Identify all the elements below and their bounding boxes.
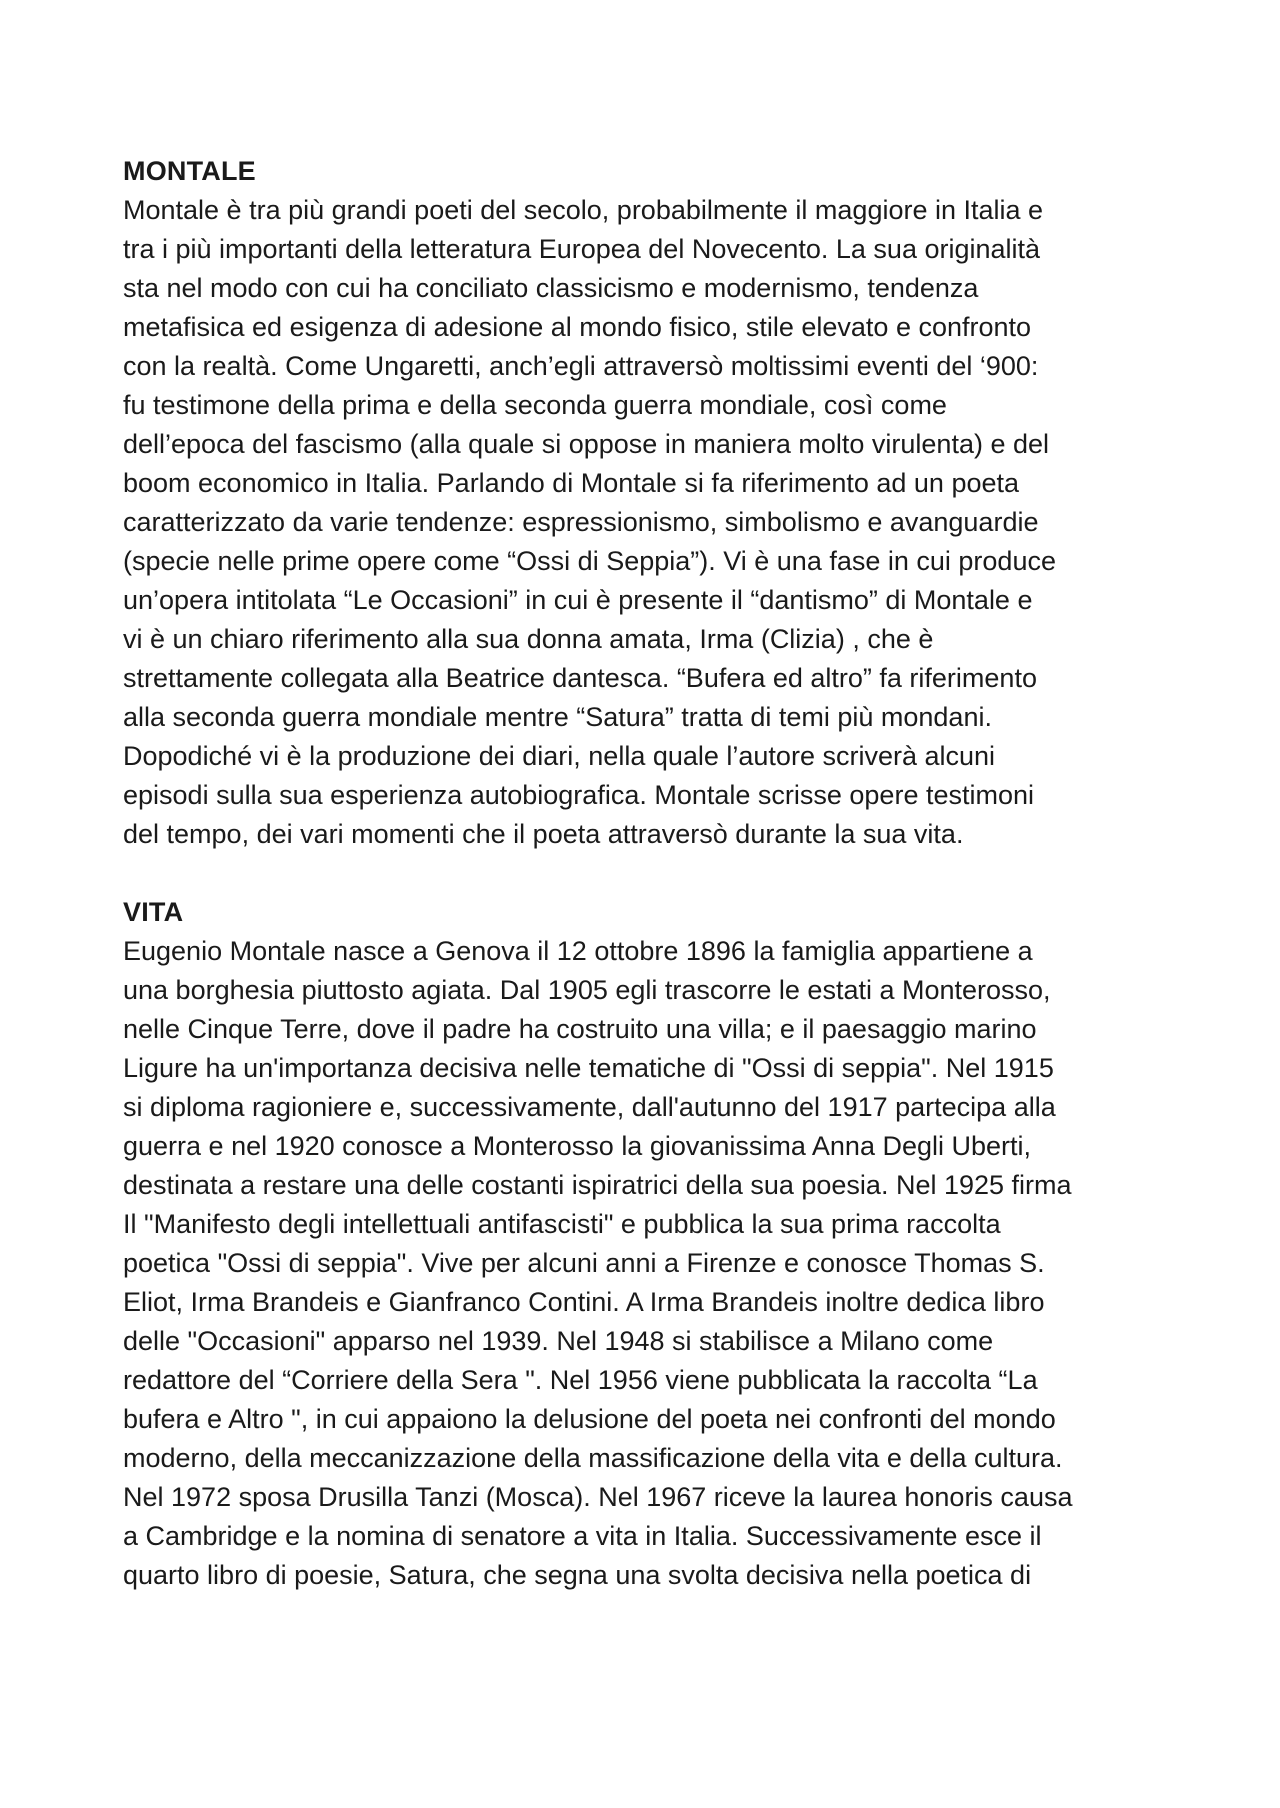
text-line: Dopodiché vi è la produzione dei diari, nella quale l’autore scriverà alcuni — [123, 741, 996, 771]
text-line: Montale è tra più grandi poeti del secolo, probabilmente il maggiore in Italia e — [123, 195, 1044, 225]
text-line: moderno, della meccanizzazione della massificazione della vita e della cultura. — [123, 1443, 1063, 1473]
text-line: caratterizzato da varie tendenze: espressionismo, simbolismo e avanguardie — [123, 507, 1039, 537]
text-line: destinata a restare una delle costanti ispiratrici della sua poesia. Nel 1925 firma — [123, 1170, 1072, 1200]
text-line: guerra e nel 1920 conosce a Monterosso la giovanissima Anna Degli Uberti, — [123, 1131, 1032, 1161]
text-line: dell’epoca del fascismo (alla quale si oppose in maniera molto virulenta) e del — [123, 429, 1050, 459]
section-heading: MONTALE — [123, 156, 256, 186]
text-line: Eliot, Irma Brandeis e Gianfranco Contini. A Irma Brandeis inoltre dedica libro — [123, 1287, 1045, 1317]
text-line: strettamente collegata alla Beatrice dantesca. “Bufera ed altro” fa riferimento — [123, 663, 1037, 693]
text-line: fu testimone della prima e della seconda guerra mondiale, così come — [123, 390, 947, 420]
text-line: quarto libro di poesie, Satura, che segna una svolta decisiva nella poetica di — [123, 1560, 1032, 1590]
text-line: vi è un chiaro riferimento alla sua donna amata, Irma (Clizia) , che è — [123, 624, 934, 654]
text-line: tra i più importanti della letteratura Europea del Novecento. La sua originalità — [123, 234, 1041, 264]
text-line: metafisica ed esigenza di adesione al mondo fisico, stile elevato e confronto — [123, 312, 1032, 342]
text-line: Il "Manifesto degli intellettuali antifascisti" e pubblica la sua prima raccolta — [123, 1209, 1001, 1239]
section-montale — [123, 152, 1183, 854]
text-line: a Cambridge e la nomina di senatore a vita in Italia. Successivamente esce il — [123, 1521, 1042, 1551]
section-vita — [123, 893, 1183, 1595]
text-line: episodi sulla sua esperienza autobiografica. Montale scrisse opere testimoni — [123, 780, 1034, 810]
text-line: sta nel modo con cui ha conciliato classicismo e modernismo, tendenza — [123, 273, 979, 303]
text-line: (specie nelle prime opere come “Ossi di Seppia”). Vi è una fase in cui produce — [123, 546, 1056, 576]
text-line: si diploma ragioniere e, successivamente, dall'autunno del 1917 partecipa alla — [123, 1092, 1056, 1122]
document-page — [123, 152, 1183, 1595]
text-line: Nel 1972 sposa Drusilla Tanzi (Mosca). Nel 1967 riceve la laurea honoris causa — [123, 1482, 1073, 1512]
text-line: redattore del “Corriere della Sera ". Nel 1956 viene pubblicata la raccolta “La — [123, 1365, 1038, 1395]
text-line: alla seconda guerra mondiale mentre “Satura” tratta di temi più mondani. — [123, 702, 992, 732]
text-line: con la realtà. Come Ungaretti, anch’egli attraversò moltissimi eventi del ‘900: — [123, 351, 1039, 381]
text-line: poetica "Ossi di seppia". Vive per alcuni anni a Firenze e conosce Thomas S. — [123, 1248, 1045, 1278]
text-line: Ligure ha un'importanza decisiva nelle tematiche di "Ossi di seppia". Nel 1915 — [123, 1053, 1054, 1083]
text-line: Eugenio Montale nasce a Genova il 12 ottobre 1896 la famiglia appartiene a — [123, 936, 1033, 966]
text-line: bufera e Altro ", in cui appaiono la delusione del poeta nei confronti del mondo — [123, 1404, 1056, 1434]
section-heading: VITA — [123, 897, 184, 927]
text-line: del tempo, dei vari momenti che il poeta attraversò durante la sua vita. — [123, 819, 964, 849]
section-body — [123, 932, 1183, 1595]
text-line: delle "Occasioni" apparso nel 1939. Nel 1948 si stabilisce a Milano come — [123, 1326, 994, 1356]
text-line: boom economico in Italia. Parlando di Montale si fa riferimento ad un poeta — [123, 468, 1020, 498]
text-line: una borghesia piuttosto agiata. Dal 1905 egli trascorre le estati a Monterosso, — [123, 975, 1051, 1005]
section-body — [123, 191, 1183, 854]
text-line: un’opera intitolata “Le Occasioni” in cui è presente il “dantismo” di Montale e — [123, 585, 1033, 615]
text-line: nelle Cinque Terre, dove il padre ha costruito una villa; e il paesaggio marino — [123, 1014, 1037, 1044]
